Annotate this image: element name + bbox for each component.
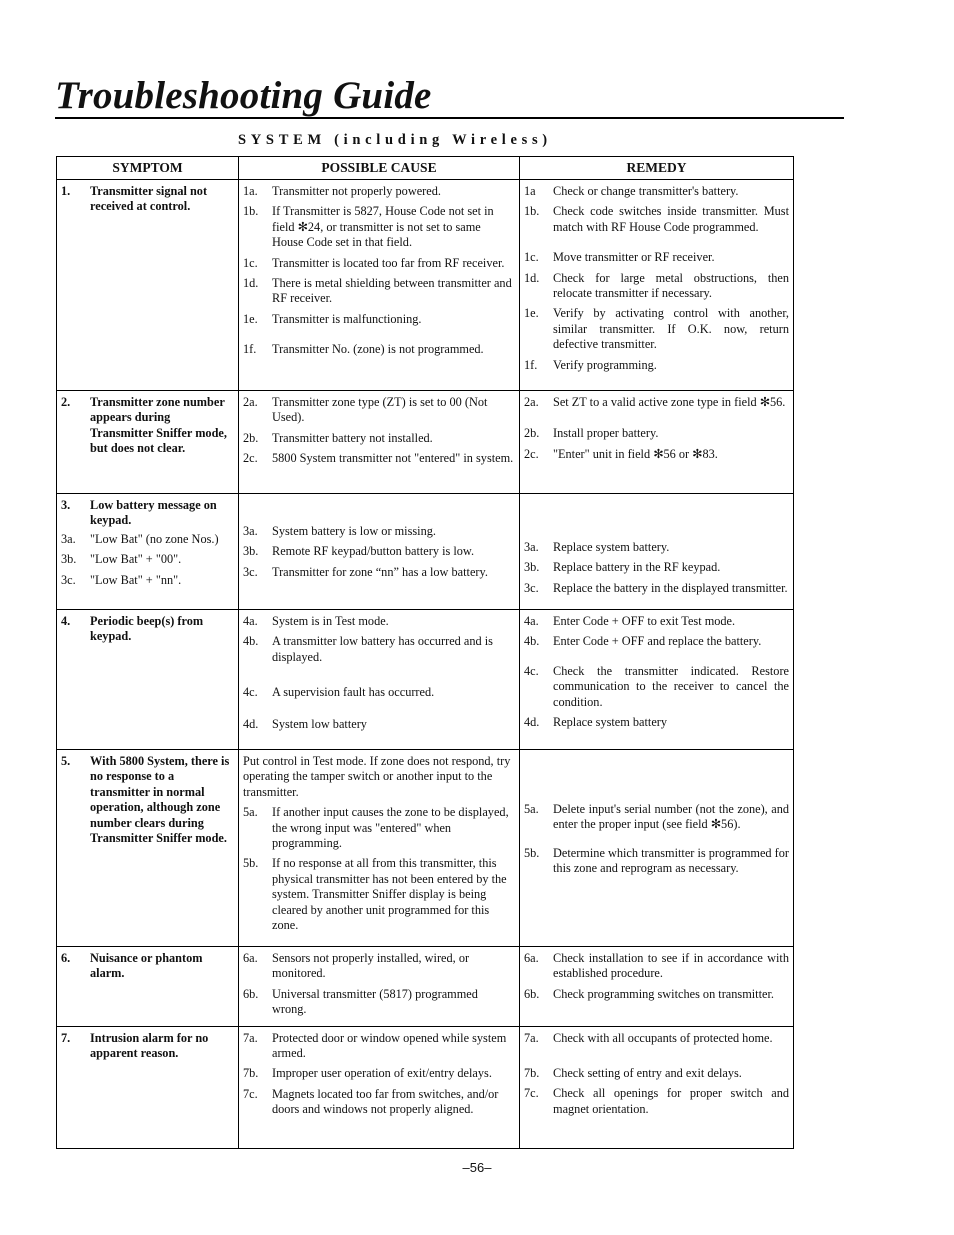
cause-text: Remote RF keypad/button battery is low. <box>272 544 475 559</box>
symptom-text: Intrusion alarm for no apparent reason. <box>90 1030 209 1061</box>
symptom-number: 3b. <box>61 552 77 567</box>
symptom-item <box>61 532 234 547</box>
cause-number: 7c. <box>243 1086 258 1101</box>
cause-item <box>243 184 515 199</box>
remedy-text: Verify by activating control with another, similar transmitter. If O.K. now, return defective transmitter. <box>553 306 789 352</box>
cause-text: Magnets located too far from switches, and/or doors and windows not properly aligned. <box>272 1086 499 1117</box>
cause-item <box>243 717 515 732</box>
page-title: Troubleshooting Guide <box>55 74 432 117</box>
cause-number: 1a. <box>243 184 258 198</box>
cause-item <box>243 951 515 982</box>
table-row <box>57 610 794 750</box>
cause-item <box>243 1031 515 1062</box>
cause-text: Transmitter zone type (ZT) is set to 00 (Not Used). <box>272 395 488 425</box>
remedy-number: 1f. <box>524 357 538 372</box>
remedy-cell <box>520 1026 794 1148</box>
remedy-text: Check or change transmitter's battery. <box>553 184 739 198</box>
cause-cell <box>239 750 520 947</box>
cause-text: System is in Test mode. <box>272 614 389 628</box>
remedy-item <box>524 250 789 265</box>
symptom-cell <box>57 750 239 947</box>
cause-text: System battery is low or missing. <box>272 524 436 538</box>
cause-item <box>243 1066 515 1081</box>
remedy-item <box>524 1086 789 1117</box>
cause-text: System low battery <box>272 716 367 731</box>
page-number: –56– <box>462 1160 492 1175</box>
cause-number: 4c. <box>243 685 258 700</box>
cause-item <box>243 524 515 539</box>
remedy-item <box>524 184 789 199</box>
remedy-item <box>524 306 789 352</box>
remedy-item <box>524 560 789 575</box>
symptom-number: 3c. <box>61 572 76 587</box>
cause-number: 4b. <box>243 634 259 649</box>
cause-item <box>243 634 515 665</box>
header-row <box>57 157 794 180</box>
remedy-number: 7c. <box>524 1086 539 1101</box>
cause-number: 2a. <box>243 395 258 409</box>
remedy-text: Determine which transmitter is programmed for this zone and reprogram as necessary. <box>553 845 789 876</box>
cause-item <box>243 276 515 307</box>
cause-text: Transmitter for zone “nn” has a low battery. <box>272 564 488 579</box>
remedy-number: 2b. <box>524 426 540 441</box>
table-row <box>57 947 794 1027</box>
remedy-text: Check installation to see if in accordance with established procedure. <box>553 951 789 981</box>
remedy-number: 4b. <box>524 634 540 649</box>
cause-text: Transmitter battery not installed. <box>272 430 433 445</box>
remedy-number: 1e. <box>524 306 539 321</box>
remedy-number: 1b. <box>524 204 540 219</box>
cause-number: 7b. <box>243 1066 259 1081</box>
remedy-number: 4c. <box>524 663 539 678</box>
cause-item <box>243 565 515 580</box>
cause-number: 1c. <box>243 255 258 270</box>
cause-cell <box>239 610 520 750</box>
symptom-item <box>61 552 234 567</box>
remedy-text: Check setting of entry and exit delays. <box>553 1066 742 1081</box>
cause-number: 3b. <box>243 544 259 559</box>
remedy-cell <box>520 180 794 391</box>
cause-number: 3c. <box>243 564 258 579</box>
symptom-item <box>61 754 234 846</box>
cause-cell <box>239 391 520 494</box>
remedy-text: Verify programming. <box>553 357 657 372</box>
remedy-item <box>524 664 789 710</box>
remedy-text: Move transmitter or RF receiver. <box>553 250 715 265</box>
table-row <box>57 391 794 494</box>
remedy-item <box>524 802 789 833</box>
remedy-cell <box>520 391 794 494</box>
cause-number: 1f. <box>243 342 257 357</box>
cause-number: 4d. <box>243 716 259 731</box>
remedy-number: 2a. <box>524 395 539 409</box>
cause-item <box>243 685 515 700</box>
remedy-item <box>524 540 789 555</box>
remedy-text: Check the transmitter indicated. Restore communication to the receiver to cancel the condition. <box>553 663 789 709</box>
cause-text: A supervision fault has occurred. <box>272 685 435 700</box>
remedy-number: 6b. <box>524 986 540 1001</box>
cause-cell <box>239 494 520 610</box>
remedy-text: Check for large metal obstructions, then relocate transmitter if necessary. <box>553 270 789 301</box>
remedy-text: Enter Code + OFF to exit Test mode. <box>553 614 736 628</box>
remedy-text: Set ZT to a valid active zone type in field ✻56. <box>553 395 786 409</box>
symptom-item <box>61 614 234 645</box>
cause-cell <box>239 1026 520 1148</box>
cause-number: 4a. <box>243 614 258 628</box>
symptom-number: 6. <box>61 951 71 965</box>
cause-text: There is metal shielding between transmitter and RF receiver. <box>272 276 512 306</box>
symptom-cell <box>57 180 239 391</box>
symptom-text: Low battery message on keypad. <box>90 498 217 528</box>
cause-item <box>243 342 515 357</box>
remedy-item <box>524 204 789 235</box>
symptom-text: "Low Bat" (no zone Nos.) <box>90 531 219 546</box>
remedy-number: 6a. <box>524 951 539 965</box>
symptom-cell <box>57 391 239 494</box>
remedy-item <box>524 987 789 1002</box>
remedy-item <box>524 1066 789 1081</box>
remedy-text: Delete input's serial number (not the zone), and enter the proper input (see field ✻56). <box>553 802 789 832</box>
cause-item <box>243 204 515 250</box>
cause-text: If another input causes the zone to be displayed, the wrong input was "entered" when programming. <box>272 805 509 851</box>
cause-text: Protected door or window opened while system armed. <box>272 1030 507 1061</box>
cause-number: 2b. <box>243 430 259 445</box>
symptom-number: 2. <box>61 395 71 409</box>
remedy-cell <box>520 947 794 1027</box>
remedy-text: Replace the battery in the displayed transmitter. <box>553 580 788 595</box>
remedy-number: 1a <box>524 184 536 198</box>
cause-item <box>243 987 515 1018</box>
symptom-cell <box>57 494 239 610</box>
remedy-number: 7a. <box>524 1030 539 1045</box>
cause-number: 3a. <box>243 524 258 538</box>
symptom-cell <box>57 1026 239 1148</box>
symptom-text: Nuisance or phantom alarm. <box>90 951 203 981</box>
symptom-number: 4. <box>61 614 71 628</box>
remedy-number: 7b. <box>524 1066 540 1081</box>
cause-item <box>243 614 515 629</box>
symptom-item <box>61 1031 234 1062</box>
symptom-item <box>61 184 234 215</box>
symptom-item <box>61 395 234 457</box>
cause-item <box>243 312 515 327</box>
section-heading: SYSTEM (including Wireless) <box>238 132 552 148</box>
symptom-item <box>61 498 234 529</box>
symptom-number: 7. <box>61 1030 71 1045</box>
symptom-text: Transmitter signal not received at control. <box>90 184 208 214</box>
symptom-item <box>61 573 234 588</box>
remedy-number: 2c. <box>524 446 539 461</box>
remedy-number: 5b. <box>524 845 540 860</box>
cause-number: 7a. <box>243 1030 258 1045</box>
remedy-item <box>524 1031 789 1046</box>
symptom-text: Periodic beep(s) from keypad. <box>90 614 204 644</box>
remedy-item <box>524 846 789 877</box>
remedy-text: Replace battery in the RF keypad. <box>553 560 721 575</box>
remedy-column-header: REMEDY <box>520 157 794 180</box>
cause-number: 5b. <box>243 856 259 871</box>
table-row <box>57 494 794 610</box>
remedy-text: Enter Code + OFF and replace the battery. <box>553 634 762 649</box>
remedy-item <box>524 426 789 441</box>
remedy-text: Replace system battery. <box>553 540 670 554</box>
cause-item <box>243 431 515 446</box>
table-row <box>57 1026 794 1148</box>
cause-number: 5a. <box>243 805 258 820</box>
symptom-text: "Low Bat" + "nn". <box>90 572 182 587</box>
cause-text: If Transmitter is 5827, House Code not set in field ✻24, or transmitter is not set to same House Code set in that field. <box>272 204 494 250</box>
cause-text: Sensors not properly installed, wired, or monitored. <box>272 951 470 981</box>
cause-cell <box>239 180 520 391</box>
remedy-cell <box>520 750 794 947</box>
remedy-number: 3a. <box>524 540 539 554</box>
remedy-item <box>524 395 789 410</box>
cause-item <box>243 451 515 466</box>
symptom-text: With 5800 System, there is no response to a transmitter in normal operation, although zone number clears during Transmitter Sniffer mode. <box>90 754 230 846</box>
symptom-number: 3. <box>61 498 71 512</box>
cause-number: 1e. <box>243 311 258 326</box>
cause-cell <box>239 947 520 1027</box>
remedy-item <box>524 634 789 649</box>
remedy-text: "Enter" unit in field ✻56 or ✻83. <box>553 446 718 461</box>
cause-item <box>243 256 515 271</box>
cause-text: Universal transmitter (5817) programmed wrong. <box>272 986 478 1017</box>
cause-number: 2c. <box>243 451 258 466</box>
cause-item <box>243 805 515 851</box>
remedy-number: 1d. <box>524 270 540 285</box>
remedy-number: 4d. <box>524 715 540 730</box>
remedy-text: Replace system battery <box>553 715 668 730</box>
cause-item <box>243 544 515 559</box>
remedy-text: Check programming switches on transmitter. <box>553 986 774 1001</box>
remedy-item <box>524 358 789 373</box>
cause-number: 6b. <box>243 986 259 1001</box>
cause-item <box>243 1087 515 1118</box>
remedy-text: Check all openings for proper switch and magnet orientation. <box>553 1086 789 1116</box>
symptom-text: Transmitter zone number appears during Transmitter Sniffer mode, but does not clear. <box>90 395 227 456</box>
cause-item <box>243 856 515 933</box>
cause-text: Transmitter No. (zone) is not programmed. <box>272 342 484 357</box>
remedy-number: 1c. <box>524 250 539 265</box>
title-divider <box>55 117 844 119</box>
table-row <box>57 750 794 947</box>
table-row <box>57 180 794 391</box>
remedy-cell <box>520 610 794 750</box>
cause-number: 1d. <box>243 276 259 291</box>
symptom-cell <box>57 610 239 750</box>
remedy-text: Check code switches inside transmitter. Must match with RF House Code programmed. <box>553 204 789 234</box>
cause-text: Improper user operation of exit/entry delays. <box>272 1066 492 1081</box>
cause-column-header: POSSIBLE CAUSE <box>239 157 520 180</box>
symptom-number: 3a. <box>61 531 76 546</box>
symptom-item <box>61 951 234 982</box>
cause-text: 5800 System transmitter not "entered" in system. <box>272 451 514 466</box>
remedy-number: 3c. <box>524 580 539 595</box>
cause-text: Transmitter is located too far from RF receiver. <box>272 255 505 270</box>
troubleshooting-table <box>56 156 794 1149</box>
remedy-item <box>524 715 789 730</box>
cause-text: A transmitter low battery has occurred and is displayed. <box>272 634 493 664</box>
cause-number: 1b. <box>243 204 259 219</box>
cause-item <box>243 395 515 426</box>
cause-text: Transmitter not properly powered. <box>272 184 441 198</box>
symptom-text: "Low Bat" + "00". <box>90 552 182 567</box>
cause-text: If no response at all from this transmitter, this physical transmitter has not been entered by the system. Transmitter Sniffer display is being cleared by another unit programmed for this zone. <box>272 856 507 933</box>
remedy-item <box>524 447 789 462</box>
symptom-number: 5. <box>61 754 71 768</box>
remedy-text: Install proper battery. <box>553 426 659 441</box>
symptom-cell <box>57 947 239 1027</box>
remedy-number: 5a. <box>524 802 539 816</box>
remedy-number: 3b. <box>524 560 540 575</box>
symptom-column-header: SYMPTOM <box>57 157 239 180</box>
remedy-item <box>524 271 789 302</box>
cause-lead-text: Put control in Test mode. If zone does not respond, try operating the tamper switch or another input to the transmitter. <box>243 754 511 799</box>
cause-number: 6a. <box>243 951 258 965</box>
remedy-number: 4a. <box>524 614 539 628</box>
symptom-number: 1. <box>61 184 71 198</box>
remedy-item <box>524 581 789 596</box>
remedy-item <box>524 614 789 629</box>
cause-text: Transmitter is malfunctioning. <box>272 311 422 326</box>
remedy-text: Check with all occupants of protected home. <box>553 1030 773 1045</box>
remedy-item <box>524 951 789 982</box>
remedy-cell <box>520 494 794 610</box>
